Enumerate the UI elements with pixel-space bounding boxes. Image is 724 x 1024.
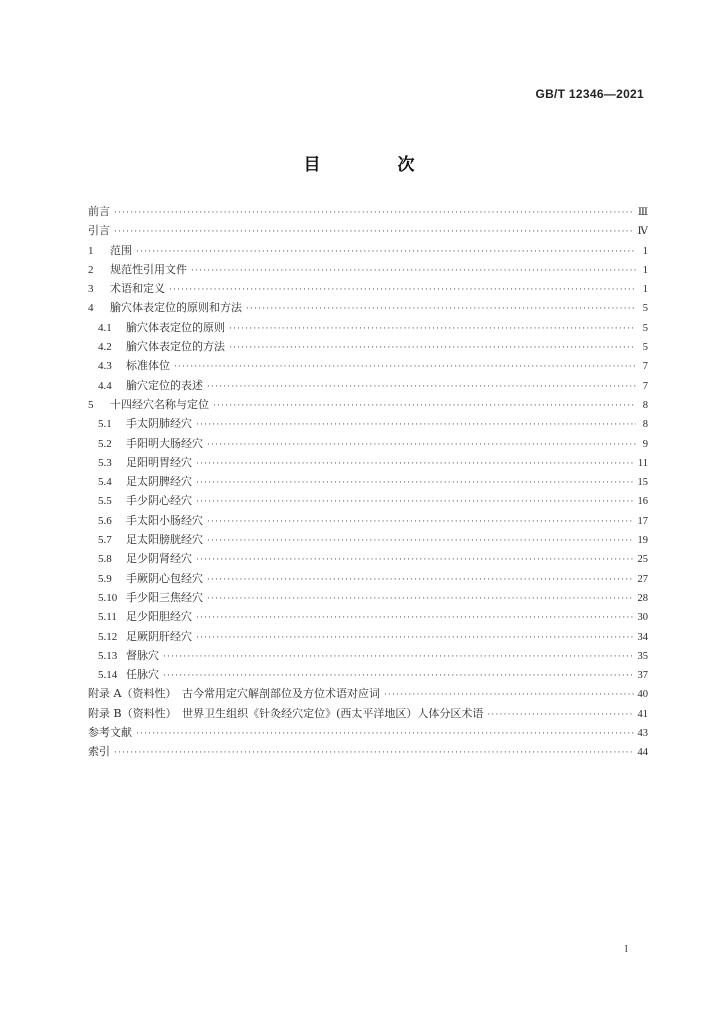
toc-entry-title: 腧穴体表定位的原则 (126, 320, 225, 334)
toc-dot-leader (163, 671, 634, 682)
toc-dot-leader (487, 710, 633, 721)
toc-entry-title: 手厥阴心包经穴 (126, 571, 203, 585)
toc-entry-page: Ⅲ (637, 207, 648, 218)
toc-dot-leader (229, 343, 636, 354)
toc-dot-leader (229, 324, 636, 335)
toc-entry[interactable] (88, 650, 648, 669)
toc-entry-title: 引言 (88, 224, 110, 238)
toc-dot-leader (196, 459, 634, 470)
toc-entry[interactable] (88, 360, 648, 379)
toc-entry[interactable] (88, 746, 648, 765)
toc-entry[interactable] (88, 708, 648, 727)
toc-dot-leader (136, 247, 636, 258)
toc-entry-number: 5.14 (98, 669, 118, 682)
toc-entry-number: 5.7 (98, 534, 112, 547)
toc-entry-title: 腧穴定位的表述 (126, 378, 203, 392)
toc-entry[interactable] (88, 534, 648, 553)
toc-entry-page: 37 (637, 670, 648, 682)
toc-entry[interactable] (88, 380, 648, 399)
toc-entry-page: 43 (637, 728, 648, 740)
toc-dot-leader (196, 497, 634, 508)
toc-entry-page: 5 (642, 342, 648, 354)
toc-entry[interactable] (88, 727, 648, 746)
toc-entry-page: 19 (637, 535, 648, 547)
toc-entry-number: 5.12 (98, 630, 118, 643)
toc-entry-page: 9 (642, 438, 648, 450)
toc-entry-title: 十四经穴名称与定位 (110, 397, 209, 411)
toc-entry-title: 标准体位 (126, 359, 170, 373)
toc-entry-number: 1 (88, 244, 94, 257)
toc-dot-leader (114, 227, 634, 238)
table-of-contents (88, 206, 648, 766)
toc-entry-page: 28 (637, 592, 648, 604)
toc-dot-leader (207, 536, 634, 547)
toc-entry-title: 足阳明胃经穴 (126, 455, 192, 469)
toc-entry[interactable] (88, 688, 648, 707)
toc-dot-leader (114, 748, 634, 759)
toc-entry[interactable] (88, 245, 648, 264)
toc-dot-leader (196, 633, 634, 644)
footer-page-number: I (624, 944, 628, 955)
toc-entry-page: Ⅳ (637, 226, 648, 238)
toc-dot-leader (174, 362, 636, 373)
toc-entry-page: 11 (637, 457, 648, 469)
toc-entry-page: 17 (637, 515, 648, 527)
toc-entry[interactable] (88, 302, 648, 321)
toc-entry[interactable] (88, 495, 648, 514)
toc-entry-title: 手太阳小肠经穴 (126, 513, 203, 527)
toc-entry-page: 7 (642, 380, 648, 392)
toc-entry-number: 5 (88, 398, 94, 411)
toc-entry-title: 足厥阴肝经穴 (126, 629, 192, 643)
toc-dot-leader (384, 690, 634, 701)
toc-entry-title: 督脉穴 (126, 648, 159, 662)
toc-entry-number: 5.6 (98, 514, 112, 527)
toc-entry[interactable] (88, 573, 648, 592)
toc-entry[interactable] (88, 283, 648, 302)
toc-entry[interactable] (88, 515, 648, 534)
toc-dot-leader (207, 517, 634, 528)
toc-entry-page: 30 (637, 612, 648, 624)
toc-entry-number: 2 (88, 263, 94, 276)
toc-entry-page: 5 (642, 322, 648, 334)
toc-entry[interactable] (88, 457, 648, 476)
toc-entry-page: 1 (642, 264, 648, 276)
toc-entry-title: 手少阴心经穴 (126, 494, 192, 508)
toc-entry[interactable] (88, 611, 648, 630)
toc-entry-number: 4 (88, 302, 94, 315)
toc-entry-number: 5.2 (98, 437, 112, 450)
toc-entry[interactable] (88, 438, 648, 457)
page-title: 目 次 (303, 155, 445, 175)
toc-entry-title: 腧穴体表定位的方法 (126, 340, 225, 354)
toc-entry-title: 手阳明大肠经穴 (126, 436, 203, 450)
toc-entry-title: 手太阴肺经穴 (126, 417, 192, 431)
toc-entry-title: 附录 A（资料性） 古今常用定穴解剖部位及方位术语对应词 (88, 687, 380, 701)
toc-entry-title: 索引 (88, 745, 110, 759)
toc-dot-leader (207, 575, 634, 586)
toc-entry-page: 35 (637, 650, 648, 662)
toc-entry-page: 16 (637, 496, 648, 508)
toc-entry-number: 5.3 (98, 456, 112, 469)
toc-entry-title: 附录 B（资料性） 世界卫生组织《针灸经穴定位》(西太平洋地区）人体分区术语 (88, 706, 484, 720)
toc-entry-page: 8 (642, 419, 648, 431)
toc-entry[interactable] (88, 592, 648, 611)
toc-dot-leader (207, 440, 636, 451)
toc-entry-page: 8 (642, 399, 648, 411)
toc-entry-number: 4.3 (98, 360, 112, 373)
toc-dot-leader (136, 729, 634, 740)
toc-entry-title: 规范性引用文件 (110, 262, 187, 276)
toc-dot-leader (169, 285, 636, 296)
toc-dot-leader (246, 304, 636, 315)
toc-dot-leader (207, 594, 634, 605)
toc-entry[interactable] (88, 553, 648, 572)
toc-entry-number: 5.13 (98, 649, 118, 662)
toc-entry-page: 27 (637, 573, 648, 585)
toc-entry-number: 4.2 (98, 341, 112, 354)
toc-entry-page: 5 (642, 303, 648, 315)
toc-dot-leader (196, 478, 634, 489)
toc-entry[interactable] (88, 631, 648, 650)
toc-entry-page: 7 (642, 361, 648, 373)
toc-entry-number: 5.5 (98, 495, 112, 508)
toc-entry-title: 足少阳胆经穴 (126, 610, 192, 624)
doc-code: GB/T 12346—2021 (535, 87, 644, 101)
toc-entry-title: 前言 (88, 205, 110, 218)
toc-entry-number: 5.4 (98, 476, 112, 489)
toc-entry[interactable] (88, 264, 648, 283)
toc-entry[interactable] (88, 476, 648, 495)
toc-entry-page: 1 (642, 284, 648, 296)
toc-entry-page: 44 (637, 747, 648, 759)
toc-entry[interactable] (88, 341, 648, 360)
toc-entry-number: 5.11 (98, 611, 117, 624)
toc-entry[interactable] (88, 322, 648, 341)
toc-entry-page: 15 (637, 477, 648, 489)
toc-entry-number: 3 (88, 283, 94, 296)
toc-entry-number: 5.8 (98, 553, 112, 566)
toc-entry-title: 腧穴体表定位的原则和方法 (110, 301, 242, 315)
toc-entry[interactable] (88, 225, 648, 244)
toc-entry-number: 4.4 (98, 379, 112, 392)
toc-dot-leader (213, 401, 636, 412)
toc-entry-title: 足太阳膀胱经穴 (126, 533, 203, 547)
toc-entry-title: 足太阴脾经穴 (126, 475, 192, 489)
toc-dot-leader (163, 652, 634, 663)
toc-dot-leader (196, 613, 634, 624)
toc-entry-title: 手少阳三焦经穴 (126, 590, 203, 604)
toc-entry-title: 参考文献 (88, 726, 132, 740)
toc-dot-leader (196, 420, 636, 431)
toc-entry-number: 5.10 (98, 591, 118, 604)
toc-entry-page: 41 (637, 708, 648, 720)
toc-dot-leader (114, 208, 634, 219)
toc-entry[interactable] (88, 206, 648, 225)
toc-entry-page: 1 (642, 245, 648, 257)
toc-entry-number: 5.9 (98, 572, 112, 585)
toc-dot-leader (191, 266, 636, 277)
toc-entry-number: 4.1 (98, 321, 112, 334)
toc-entry-title: 足少阴肾经穴 (126, 552, 192, 566)
toc-entry-title: 术语和定义 (110, 282, 165, 296)
toc-entry-page: 25 (637, 554, 648, 566)
toc-dot-leader (207, 382, 636, 393)
toc-entry[interactable] (88, 418, 648, 437)
toc-entry-title: 任脉穴 (126, 668, 159, 682)
toc-entry[interactable] (88, 669, 648, 688)
toc-entry-title: 范围 (110, 243, 132, 257)
toc-entry-page: 40 (637, 689, 648, 701)
toc-entry-page: 34 (637, 631, 648, 643)
toc-entry[interactable] (88, 399, 648, 418)
toc-dot-leader (196, 555, 634, 566)
toc-entry-number: 5.1 (98, 418, 112, 431)
